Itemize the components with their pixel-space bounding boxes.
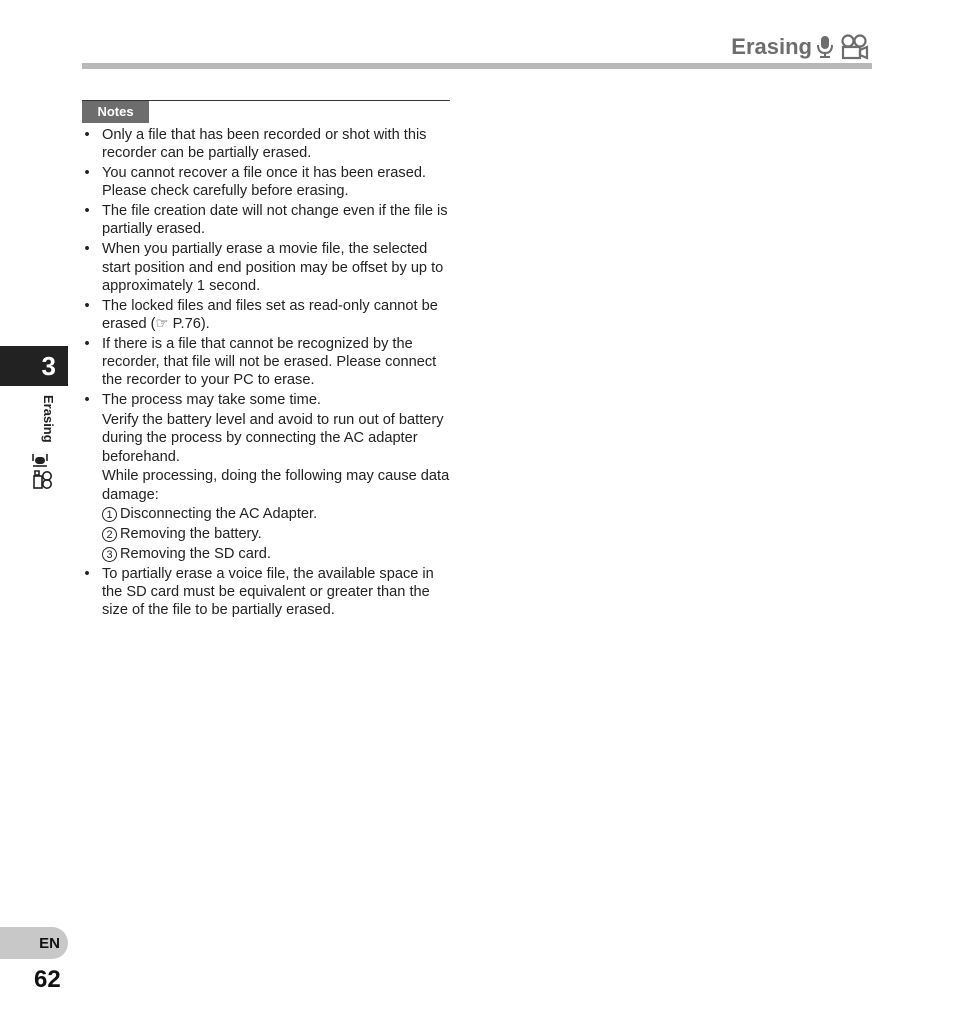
- note-paragraph: While processing, doing the following may cause data damage:: [102, 468, 450, 503]
- numbered-step: [102, 505, 452, 523]
- bullet: •: [84, 392, 90, 409]
- movie-camera-icon: [838, 34, 870, 60]
- notes-heading-bar: [82, 100, 450, 123]
- notes-heading: Notes: [82, 101, 149, 123]
- list-item: [82, 335, 452, 390]
- note-text: The file creation date will not change even if the file is partially erased.: [102, 203, 448, 238]
- note-text: If there is a file that cannot be recognized by the recorder, that file will not be erased. Please connect the recorder to your PC to erase.: [102, 335, 437, 389]
- note-text: To partially erase a voice file, the available space in the SD card must be equivalent or greater than the size of the file to be partially erased.: [102, 565, 434, 619]
- list-item: [82, 202, 452, 239]
- language-code: EN: [39, 934, 60, 952]
- list-item: [82, 126, 452, 163]
- header-rule: [82, 63, 872, 69]
- numbered-step: [102, 525, 452, 543]
- side-icons: [32, 452, 54, 492]
- section-title: Erasing: [731, 34, 812, 59]
- step-text: Disconnecting the AC Adapter.: [120, 506, 318, 523]
- bullet: •: [84, 297, 90, 314]
- bullet: •: [84, 565, 90, 582]
- movie-camera-icon: [32, 470, 54, 490]
- bullet: •: [84, 203, 90, 220]
- step-number: 2: [102, 527, 117, 542]
- list-item: [82, 391, 452, 563]
- page-header: [731, 34, 870, 60]
- note-text: The locked files and files set as read-only cannot be erased (☞ P.76).: [102, 297, 438, 332]
- bullet: •: [84, 335, 90, 352]
- step-text: Removing the battery.: [120, 526, 262, 543]
- microphone-icon: [816, 35, 834, 59]
- note-text: Only a file that has been recorded or shot with this recorder can be partially erased.: [102, 127, 427, 162]
- notes-list: [82, 126, 452, 621]
- page-number: 62: [34, 966, 61, 993]
- bullet: •: [84, 241, 90, 258]
- bullet: •: [84, 127, 90, 143]
- note-text: You cannot recover a file once it has been erased. Please check carefully before erasing.: [102, 165, 426, 200]
- note-paragraph: Verify the battery level and avoid to run out of battery during the process by connecting the AC adapter beforehand.: [102, 411, 444, 465]
- numbered-step: [102, 545, 452, 563]
- chapter-number: 3: [41, 350, 56, 381]
- chapter-tab: [0, 346, 68, 386]
- step-text: Removing the SD card.: [120, 546, 271, 563]
- step-number: 1: [102, 507, 117, 522]
- side-section-label: Erasing: [41, 395, 56, 443]
- step-number: 3: [102, 547, 117, 562]
- list-item: [82, 164, 452, 201]
- language-tab: [0, 927, 68, 959]
- note-text: The process may take some time.: [102, 392, 321, 409]
- bullet: •: [84, 165, 90, 182]
- note-text: When you partially erase a movie file, the selected start position and end position may be offset by up to approximately 1 second.: [102, 241, 444, 294]
- list-item: [82, 297, 452, 334]
- list-item: [82, 565, 452, 620]
- list-item: [82, 240, 452, 295]
- microphone-icon: [32, 452, 50, 468]
